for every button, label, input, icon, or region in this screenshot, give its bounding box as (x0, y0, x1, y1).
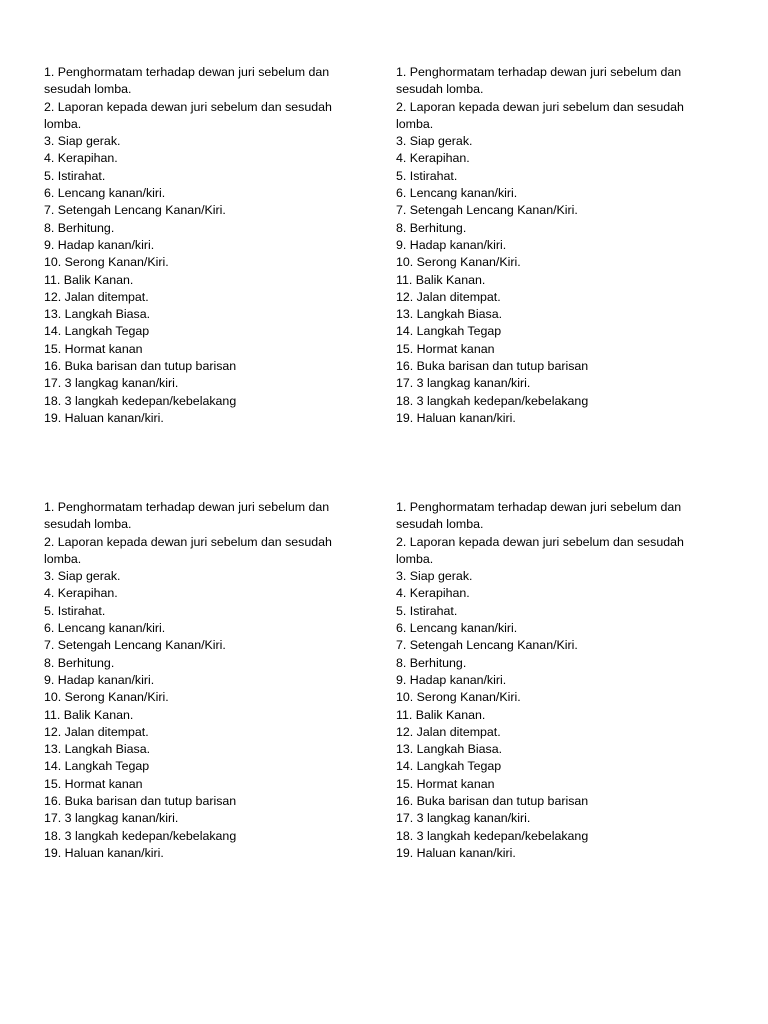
list-item: 15. Hormat kanan (396, 341, 495, 356)
list-item: 16. Buka barisan dan tutup barisan (396, 359, 589, 374)
list-item: 2. Laporan kepada dewan juri sebelum dan sesudah lomba. (44, 99, 332, 131)
list-item: 9. Hadap kanan/kiri. (396, 237, 507, 252)
list-item: 17. 3 langkag kanan/kiri. (396, 811, 531, 826)
list-item: 14. Langkah Tegap (44, 759, 150, 774)
list-item: 19. Haluan kanan/kiri. (44, 410, 164, 425)
list-item: 14. Langkah Tegap (44, 324, 150, 339)
list-item: 15. Hormat kanan (396, 776, 495, 791)
list-item: 11. Balik Kanan. (396, 272, 486, 287)
list-item: 4. Kerapihan. (396, 151, 470, 166)
list-item: 18. 3 langkah kedepan/kebelakang (396, 393, 589, 408)
list-item: 14. Langkah Tegap (396, 759, 502, 774)
list-item: 4. Kerapihan. (396, 586, 470, 601)
list-item: 7. Setengah Lencang Kanan/Kiri. (44, 638, 226, 653)
list-item: 1. Penghormatam terhadap dewan juri sebelum dan sesudah lomba. (44, 500, 330, 532)
item-list-block-top-right (396, 64, 696, 427)
list-item: 10. Serong Kanan/Kiri. (44, 690, 169, 705)
list-item: 19. Haluan kanan/kiri. (396, 845, 516, 860)
list-item: 6. Lencang kanan/kiri. (44, 186, 166, 201)
item-list-block-bottom-right (396, 499, 696, 862)
list-item: 5. Istirahat. (396, 168, 458, 183)
list-item: 13. Langkah Biasa. (396, 742, 503, 757)
list-item: 9. Hadap kanan/kiri. (44, 237, 155, 252)
list-item: 3. Siap gerak. (396, 569, 473, 584)
list-item: 4. Kerapihan. (44, 151, 118, 166)
list-item: 3. Siap gerak. (396, 134, 473, 149)
list-item: 7. Setengah Lencang Kanan/Kiri. (396, 638, 578, 653)
list-item: 7. Setengah Lencang Kanan/Kiri. (44, 203, 226, 218)
list-item: 10. Serong Kanan/Kiri. (396, 255, 521, 270)
list-item: 18. 3 langkah kedepan/kebelakang (396, 828, 589, 843)
list-item: 16. Buka barisan dan tutup barisan (396, 794, 589, 809)
list-item: 3. Siap gerak. (44, 569, 121, 584)
item-list-block-top-left (44, 64, 344, 427)
list-item: 5. Istirahat. (396, 603, 458, 618)
list-item: 16. Buka barisan dan tutup barisan (44, 359, 237, 374)
list-item: 11. Balik Kanan. (44, 707, 134, 722)
list-item: 7. Setengah Lencang Kanan/Kiri. (396, 203, 578, 218)
list-item: 16. Buka barisan dan tutup barisan (44, 794, 237, 809)
list-item: 15. Hormat kanan (44, 776, 143, 791)
list-item: 13. Langkah Biasa. (44, 307, 151, 322)
list-item: 14. Langkah Tegap (396, 324, 502, 339)
list-item: 12. Jalan ditempat. (44, 289, 149, 304)
list-item: 9. Hadap kanan/kiri. (44, 672, 155, 687)
list-item: 17. 3 langkag kanan/kiri. (396, 376, 531, 391)
list-item: 1. Penghormatam terhadap dewan juri sebelum dan sesudah lomba. (396, 500, 682, 532)
list-item: 3. Siap gerak. (44, 134, 121, 149)
list-item: 1. Penghormatam terhadap dewan juri sebelum dan sesudah lomba. (44, 65, 330, 97)
list-item: 10. Serong Kanan/Kiri. (396, 690, 521, 705)
list-item: 18. 3 langkah kedepan/kebelakang (44, 393, 237, 408)
list-item: 17. 3 langkag kanan/kiri. (44, 376, 179, 391)
list-item: 2. Laporan kepada dewan juri sebelum dan sesudah lomba. (396, 99, 684, 131)
list-item: 2. Laporan kepada dewan juri sebelum dan sesudah lomba. (396, 534, 684, 566)
list-item: 5. Istirahat. (44, 168, 106, 183)
list-item: 13. Langkah Biasa. (396, 307, 503, 322)
list-item: 19. Haluan kanan/kiri. (396, 410, 516, 425)
list-item: 11. Balik Kanan. (44, 272, 134, 287)
list-item: 6. Lencang kanan/kiri. (396, 186, 518, 201)
list-item: 8. Berhitung. (396, 655, 467, 670)
list-item: 13. Langkah Biasa. (44, 742, 151, 757)
list-item: 4. Kerapihan. (44, 586, 118, 601)
list-item: 8. Berhitung. (396, 220, 467, 235)
list-item: 18. 3 langkah kedepan/kebelakang (44, 828, 237, 843)
list-item: 6. Lencang kanan/kiri. (396, 621, 518, 636)
list-item: 1. Penghormatam terhadap dewan juri sebelum dan sesudah lomba. (396, 65, 682, 97)
list-item: 12. Jalan ditempat. (44, 724, 149, 739)
list-item: 17. 3 langkag kanan/kiri. (44, 811, 179, 826)
list-item: 9. Hadap kanan/kiri. (396, 672, 507, 687)
item-list-block-bottom-left (44, 499, 344, 862)
list-item: 8. Berhitung. (44, 655, 115, 670)
list-item: 19. Haluan kanan/kiri. (44, 845, 164, 860)
list-item: 6. Lencang kanan/kiri. (44, 621, 166, 636)
list-item: 12. Jalan ditempat. (396, 724, 501, 739)
list-item: 10. Serong Kanan/Kiri. (44, 255, 169, 270)
list-item: 8. Berhitung. (44, 220, 115, 235)
list-item: 2. Laporan kepada dewan juri sebelum dan sesudah lomba. (44, 534, 332, 566)
list-item: 12. Jalan ditempat. (396, 289, 501, 304)
list-item: 15. Hormat kanan (44, 341, 143, 356)
list-item: 5. Istirahat. (44, 603, 106, 618)
list-item: 11. Balik Kanan. (396, 707, 486, 722)
